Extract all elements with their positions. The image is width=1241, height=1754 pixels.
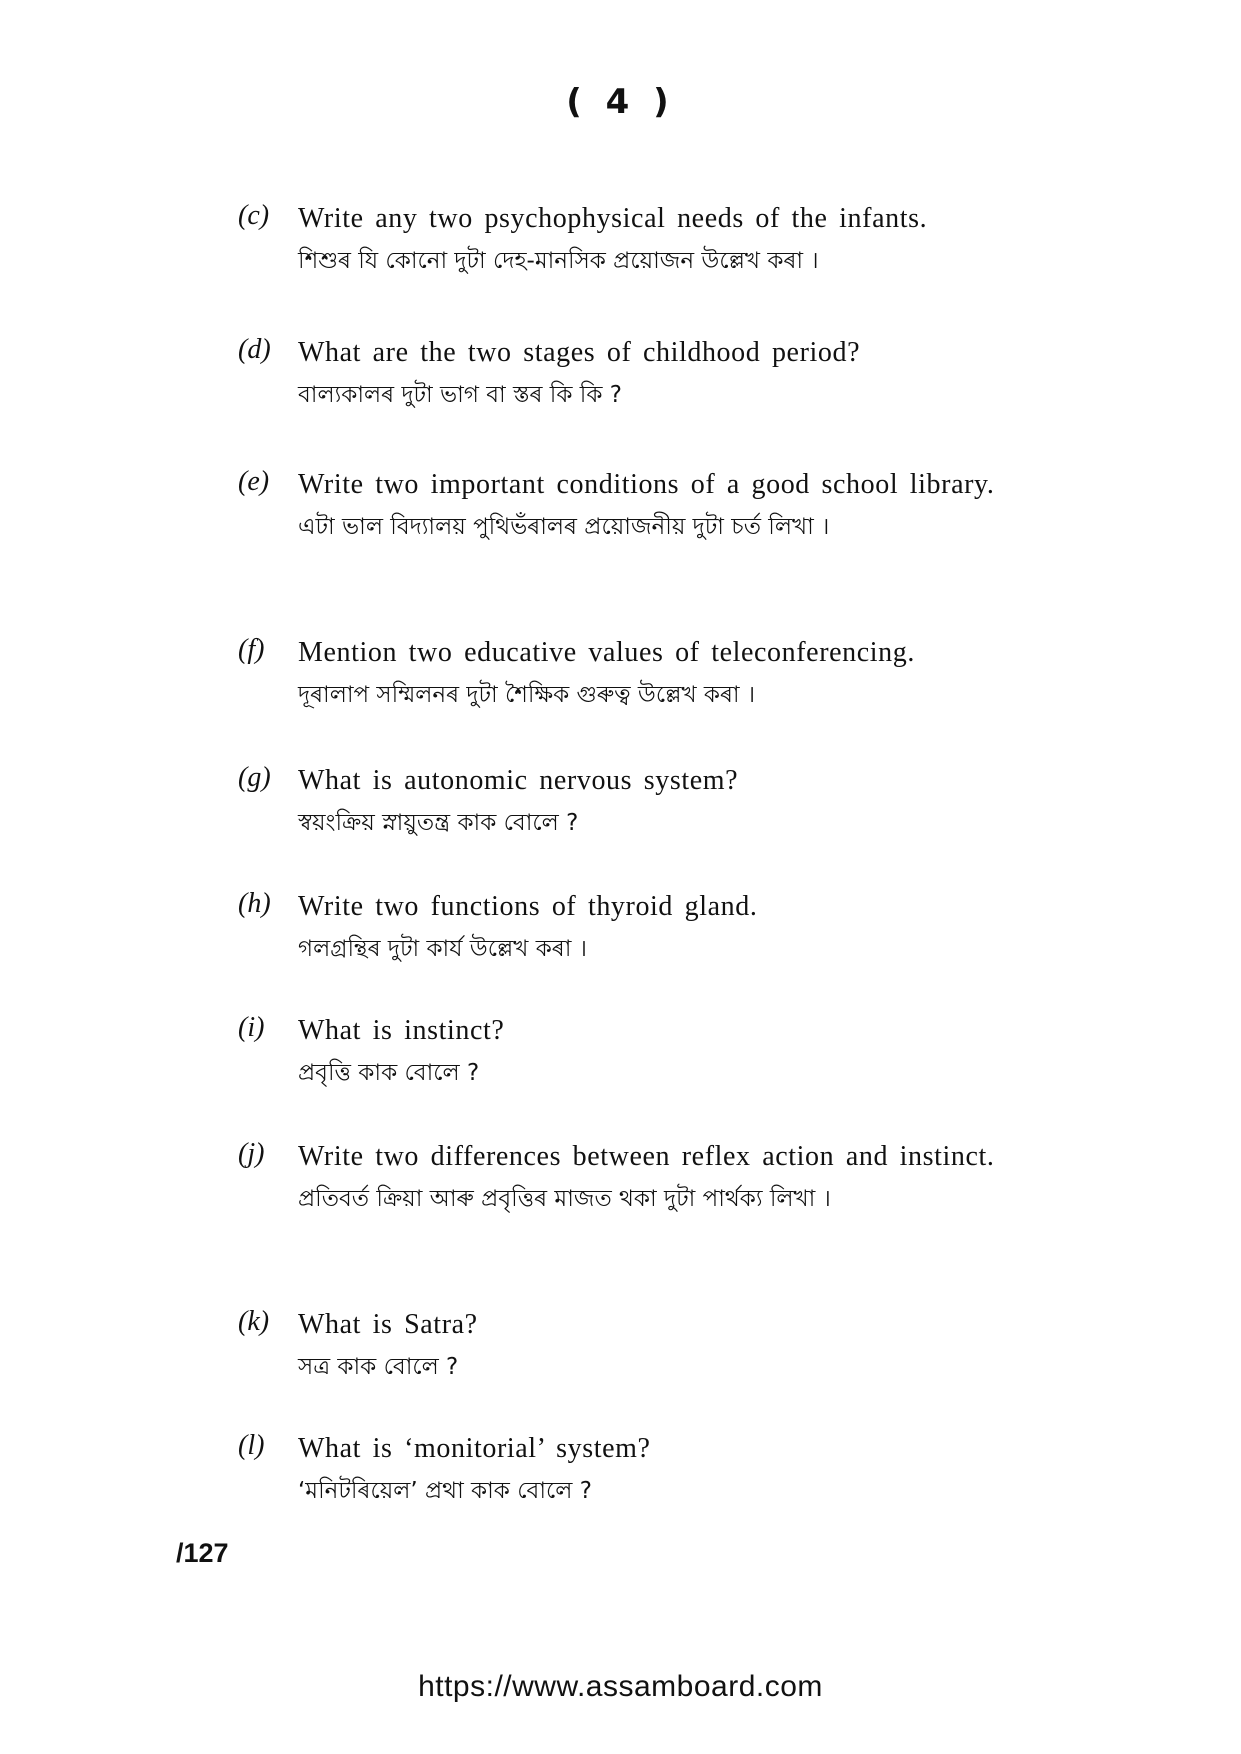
question-e [238, 466, 1098, 544]
question-text-english: Write two functions of thyroid gland. [298, 891, 758, 922]
question-h [238, 888, 1098, 966]
question-text-english: Write two differences between reflex action and instinct. [298, 1141, 995, 1172]
question-l [238, 1430, 1098, 1508]
question-label: (i) [238, 1012, 265, 1043]
question-k [238, 1306, 1098, 1384]
question-d [238, 334, 1098, 412]
question-text-english: What is instinct? [298, 1015, 505, 1046]
question-text-assamese: বাল্যকালৰ দুটা ভাগ বা স্তৰ কি কি ? [298, 382, 622, 408]
question-label: (j) [238, 1138, 265, 1169]
question-text-english: Mention two educative values of teleconferencing. [298, 637, 915, 668]
question-text-assamese: প্ৰতিবৰ্ত ক্ৰিয়া আৰু প্ৰবৃত্তিৰ মাজত থকা দুটা পাৰ্থক্য লিখা । [298, 1186, 831, 1212]
question-text-assamese: সত্ৰ কাক বোলে ? [298, 1354, 459, 1380]
page-number: ( 4 ) [566, 82, 675, 122]
question-text-english: What is Satra? [298, 1309, 478, 1340]
question-text-assamese: এটা ভাল বিদ্যালয় পুথিভঁৰালৰ প্ৰয়োজনীয় দুটা চৰ্ত লিখা । [298, 514, 830, 540]
question-label: (g) [238, 762, 271, 793]
question-text-english: What are the two stages of childhood period? [298, 337, 861, 368]
question-i [238, 1012, 1098, 1090]
question-f [238, 634, 1098, 712]
question-text-assamese: শিশুৰ যি কোনো দুটা দেহ-মানসিক প্ৰয়োজন উল্লেখ কৰা । [298, 248, 819, 274]
question-text-assamese: গলগ্ৰন্থিৰ দুটা কাৰ্য উল্লেখ কৰা । [298, 936, 587, 962]
question-label: (l) [238, 1430, 265, 1461]
question-label: (e) [238, 466, 270, 497]
question-text-english: What is ‘monitorial’ system? [298, 1433, 651, 1464]
question-label: (f) [238, 634, 265, 665]
question-label: (d) [238, 334, 271, 365]
question-text-assamese: দূৰালাপ সম্মিলনৰ দুটা শৈক্ষিক গুৰুত্ব উল্লেখ কৰা । [298, 682, 756, 708]
question-g [238, 762, 1098, 840]
question-label: (h) [238, 888, 271, 919]
question-label: (k) [238, 1306, 270, 1337]
question-j [238, 1138, 1098, 1216]
question-text-assamese: স্বয়ংক্ৰিয় স্নায়ুতন্ত্ৰ কাক বোলে ? [298, 810, 579, 836]
paper-code: /127 [176, 1538, 229, 1568]
question-text-assamese: ‘মনিটৰিয়েল’ প্ৰথা কাক বোলে ? [298, 1478, 592, 1504]
question-text-english: What is autonomic nervous system? [298, 765, 739, 796]
footer-url-link[interactable]: https://www.assamboard.com [418, 1670, 823, 1703]
question-text-english: Write any two psychophysical needs of the infants. [298, 203, 928, 234]
question-label: (c) [238, 200, 270, 231]
question-c [238, 200, 1098, 278]
question-text-english: Write two important conditions of a good school library. [298, 469, 995, 500]
question-text-assamese: প্ৰবৃত্তি কাক বোলে ? [298, 1060, 480, 1086]
